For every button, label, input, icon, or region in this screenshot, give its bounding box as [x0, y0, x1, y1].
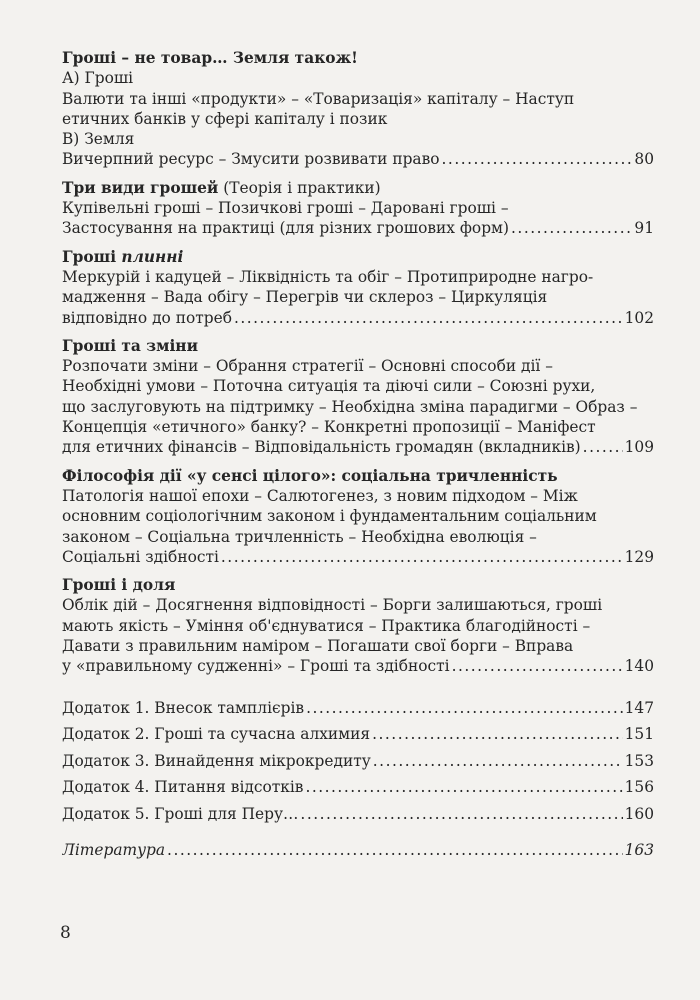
toc-line: Розпочати зміни – Обрання стратегії – Основні способи дії – [62, 357, 553, 376]
heading-italic-part: плинні [121, 247, 184, 266]
toc-entry-last-line [62, 308, 654, 328]
section-heading [62, 178, 654, 198]
toc-line-text: у «правильному судженні» – Гроші та здібності [62, 657, 450, 676]
page-ref: 129 [624, 547, 654, 566]
heading-bold-part: Гроші [62, 247, 122, 266]
toc-appendix-entry [62, 774, 654, 801]
toc-entry-last-line [62, 149, 654, 169]
section-heading [62, 247, 654, 267]
toc-appendices [62, 695, 654, 828]
appendix-label: Додаток 3. Винайдення мікрокредиту [62, 751, 371, 770]
page-ref: 151 [624, 725, 654, 744]
page-ref: 156 [624, 778, 654, 797]
toc-entry-last-line [62, 547, 654, 567]
toc-section-fluid-money [62, 247, 654, 328]
toc-line: Необхідні умови – Поточна ситуація та діючі сили – Союзні рухи, [62, 377, 596, 396]
dot-leader [442, 149, 633, 169]
heading-bold-part: Три види грошей [62, 178, 219, 197]
page-ref: 163 [624, 840, 654, 859]
page-ref: 153 [624, 751, 654, 770]
toc-line-text: для етичних фінансів – Відповідальність громадян (вкладників) [62, 438, 581, 457]
dot-leader [372, 721, 622, 748]
section-heading: Гроші – не товар… Земля також! [62, 49, 358, 67]
appendix-label: Додаток 5. Гроші для Перу… [62, 804, 299, 823]
toc-appendix-entry [62, 801, 654, 828]
page-ref: 147 [624, 698, 654, 717]
section-heading: Гроші і доля [62, 576, 176, 595]
dot-leader [511, 218, 632, 238]
toc-line: законом – Соціальна тричленність – Необхідна еволюція – [62, 527, 537, 546]
toc-line-text: Соціальні здібності [62, 547, 219, 566]
dot-leader [452, 656, 623, 676]
toc-line: мають якість – Уміння об'єднуватися – Практика благодійності – [62, 616, 591, 635]
literature-label: Література [62, 840, 166, 859]
toc-section-money-and-change [62, 336, 654, 458]
page-ref: 109 [624, 438, 654, 457]
page-ref: 102 [624, 308, 654, 327]
heading-plain-part: (Теорія і практики) [218, 178, 381, 197]
toc-appendix-entry [62, 695, 654, 722]
toc-line: Купівельні гроші – Позичкові гроші – Даровані гроші – [62, 199, 509, 218]
appendix-label: Додаток 1. Внесок тамплієрів [62, 698, 305, 717]
toc-line: В) Земля [62, 130, 135, 149]
toc-line: Облік дій – Досягнення відповідності – Борги залишаються, гроші [62, 596, 603, 615]
page-ref: 160 [624, 804, 654, 823]
page-ref: 91 [634, 219, 654, 238]
toc-line: що заслуговують на підтримку – Необхідна зміна парадигми – Образ – [62, 397, 638, 416]
dot-leader [373, 748, 623, 775]
dot-leader [300, 801, 622, 828]
toc-line: А) Гроші [62, 69, 134, 88]
toc-section-three-kinds-of-money [62, 178, 654, 239]
toc-appendix-entry [62, 748, 654, 775]
toc-line: Концепція «етичного» банку? – Конкретні пропозиції – Маніфест [62, 418, 596, 437]
toc-section-philosophy-of-action [62, 466, 654, 567]
toc-line: основним соціологічним законом і фундаментальним соціальним [62, 507, 597, 526]
dot-leader [583, 437, 623, 457]
toc-line-text: Застосування на практиці (для різних грошових форм) [62, 219, 510, 238]
toc-section-money-and-fate [62, 575, 654, 676]
dot-leader [306, 695, 623, 722]
dot-leader [305, 774, 622, 801]
dot-leader [167, 840, 623, 860]
toc-line-text: Вичерпний ресурс – Змусити розвивати право [62, 150, 440, 169]
toc-appendix-entry [62, 721, 654, 748]
toc-line: Давати з правильним наміром – Погашати свої борги – Вправа [62, 637, 574, 656]
page-ref: 80 [634, 150, 654, 169]
dot-leader [221, 547, 623, 567]
section-heading: Гроші та зміни [62, 336, 198, 355]
toc-line: мадження – Вада обігу – Перегрів чи склероз – Циркуляція [62, 288, 548, 307]
toc-line: Меркурій і кадуцей – Ліквідність та обіг – Протиприродне нагро- [62, 267, 594, 286]
toc-literature-entry [62, 840, 654, 860]
toc-line: Патологія нашої епохи – Салютогенез, з новим підходом – Між [62, 486, 578, 505]
toc-entry-last-line [62, 218, 654, 238]
appendix-label: Додаток 2. Гроші та сучасна алхимия [62, 725, 371, 744]
toc-entry-last-line [62, 437, 654, 457]
dot-leader [234, 308, 623, 328]
toc-line: етичних банків у сфері капіталу і позик [62, 109, 388, 128]
toc-section-money-not-commodity [62, 48, 654, 170]
toc-line: Валюти та інші «продукти» – «Товаризація» капіталу – Наступ [62, 89, 575, 108]
table-of-contents [62, 48, 654, 860]
appendix-label: Додаток 4. Питання відсотків [62, 778, 304, 797]
section-heading: Філософія дії «у сенсі цілого»: соціальна тричленність [62, 466, 558, 485]
toc-literature [62, 840, 654, 860]
toc-entry-last-line [62, 656, 654, 676]
toc-line-text: відповідно до потреб [62, 308, 232, 327]
page-number: 8 [60, 923, 71, 943]
page-ref: 140 [624, 657, 654, 676]
